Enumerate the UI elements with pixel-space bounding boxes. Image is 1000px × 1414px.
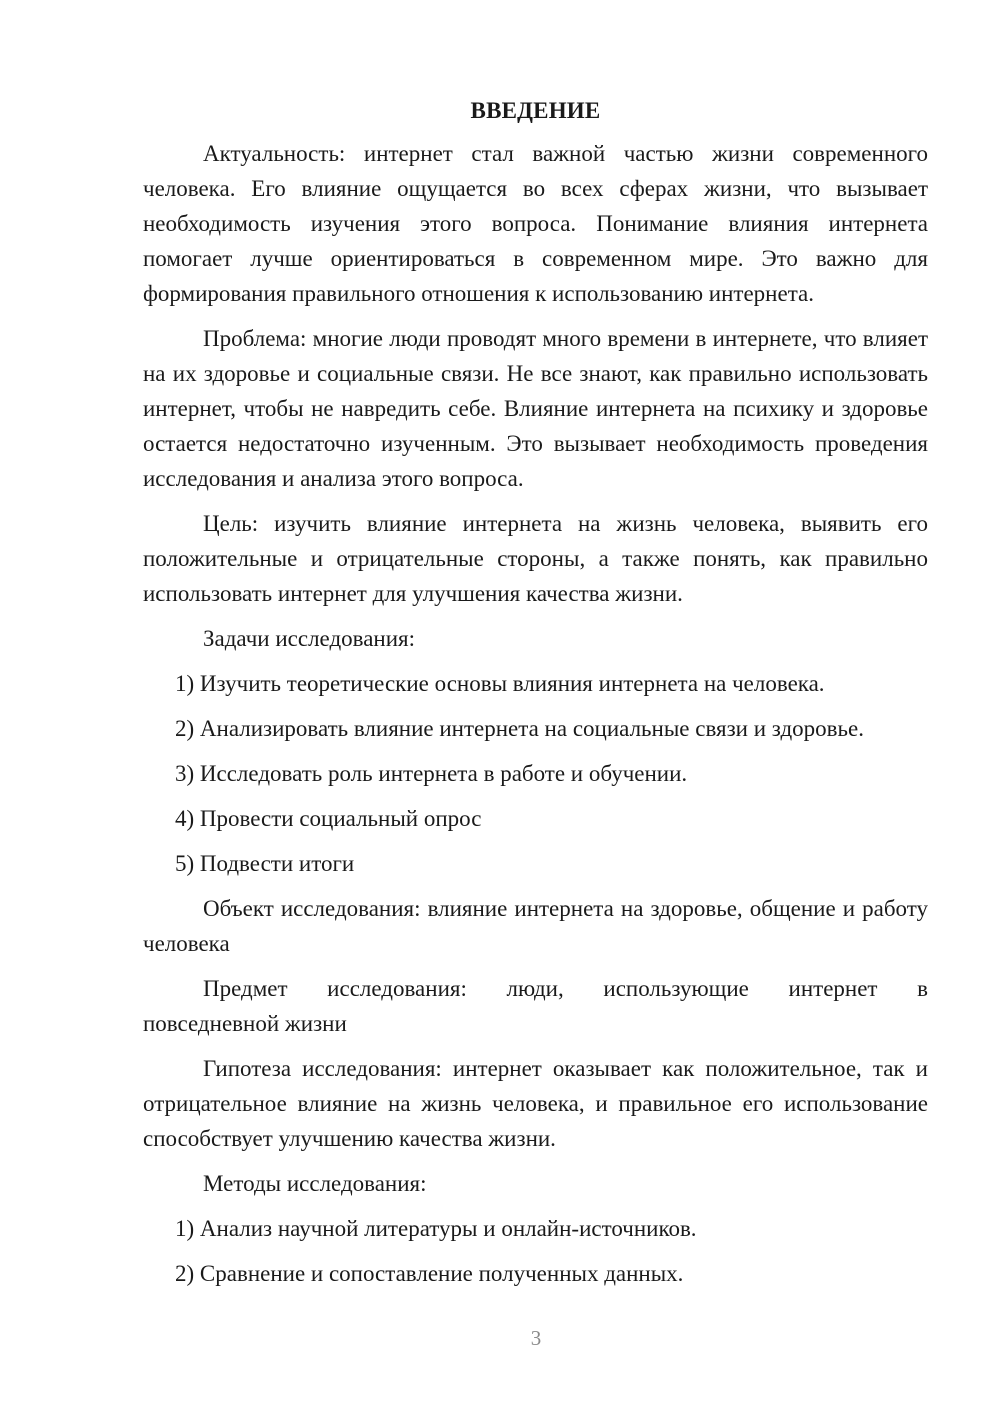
methods-label: Методы исследования:: [203, 1171, 427, 1196]
method-item: 1) Анализ научной литературы и онлайн-источников.: [175, 1216, 697, 1241]
problem-paragraph: Проблема: многие люди проводят много времени в интернете, что влияет на их здоровье и социальные связи. Не все знают, как правильно использовать интернет, чтобы не навредить себе. Влияние интернета на психику и здоровье остается недостаточно изученным. Это вызывает необходимость проведения исследования и анализа этого вопроса.: [143, 326, 928, 491]
tasks-label: Задачи исследования:: [203, 626, 416, 651]
relevance-paragraph: Актуальность: интернет стал важной частью жизни современного человека. Его влияние ощущается во всех сферах жизни, что вызывает необходимость изучения этого вопроса. Понимание влияния интернета помогает лучше ориентироваться в современном мире. Это важно для формирования правильного отношения к использованию интернета.: [143, 141, 928, 306]
task-item: 5) Подвести итоги: [175, 851, 355, 876]
object-paragraph: Объект исследования: влияние интернета на здоровье, общение и работу человека: [143, 896, 928, 956]
subject-line: повседневной жизни: [143, 1011, 347, 1036]
task-item: 2) Анализировать влияние интернета на социальные связи и здоровье.: [175, 716, 864, 741]
subject-line: Предмет исследования: люди, использующие интернет в: [203, 976, 928, 1001]
methods-list: [143, 1211, 928, 1291]
task-item: 4) Провести социальный опрос: [175, 806, 482, 831]
subject-paragraph: [143, 971, 928, 1041]
tasks-list: [143, 666, 928, 881]
page-title: ВВЕДЕНИЕ: [470, 98, 601, 123]
document-page: [143, 96, 928, 1301]
goal-paragraph: Цель: изучить влияние интернета на жизнь человека, выявить его положительные и отрицательные стороны, а также понять, как правильно использовать интернет для улучшения качества жизни.: [143, 511, 928, 606]
task-item: 1) Изучить теоретические основы влияния интернета на человека.: [175, 671, 825, 696]
hypothesis-paragraph: Гипотеза исследования: интернет оказывает как положительное, так и отрицательное влияние на жизнь человека, и правильное его использование способствует улучшению качества жизни.: [143, 1056, 928, 1151]
page-number: 3: [530, 1326, 542, 1350]
method-item: 2) Сравнение и сопоставление полученных данных.: [175, 1261, 684, 1286]
task-item: 3) Исследовать роль интернета в работе и обучении.: [175, 761, 688, 786]
